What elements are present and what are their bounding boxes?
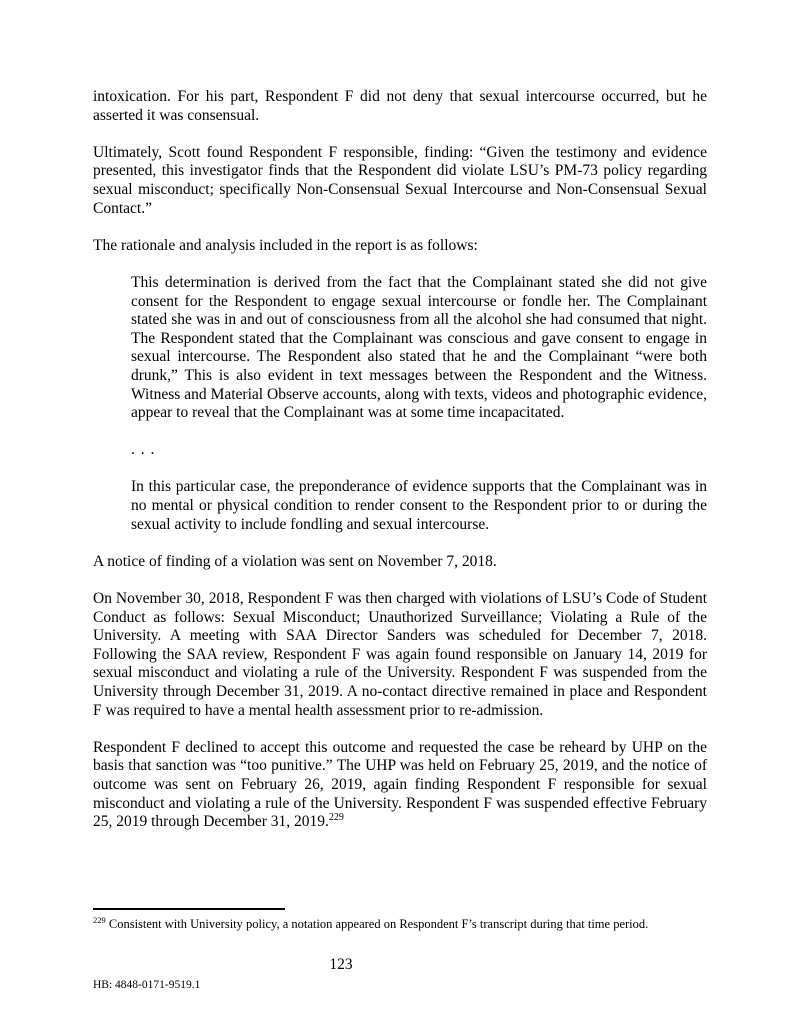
paragraph-appeal-text: Respondent F declined to accept this outcome and requested the case be reheard by UHP on the basis that sanction was “too punitive.” The UHP was held on February 25, 2019, and the notice of outcome was sent on February 26, 2019, again finding Respondent F responsible for sexual misconduct and violating a rule of the University. Respondent F was suspended effective February 25, 2019 through December 31, 2019. <box>93 738 707 831</box>
footnote-area <box>93 908 707 932</box>
footnote-229 <box>93 916 707 932</box>
page-number: 123 <box>329 956 353 973</box>
footnote-separator-rule <box>93 908 285 910</box>
paragraph-rationale-intro: The rationale and analysis included in the report is as follows: <box>93 236 478 254</box>
paragraph-notice-of-finding: A notice of finding of a violation was sent on November 7, 2018. <box>93 552 497 570</box>
blockquote-ellipsis: . . . <box>131 441 156 459</box>
paragraph-appeal <box>93 739 707 832</box>
paragraph-intoxication: intoxication. For his part, Respondent F did not deny that sexual intercourse occurred, but he asserted it was consensual. <box>93 88 707 124</box>
blockquote-preponderance: In this particular case, the preponderance of evidence supports that the Complainant was in no mental or physical condition to render consent to the Respondent prior to or during the sexual activity to include fondling and sexual intercourse. <box>131 478 707 533</box>
document-id-footer: HB: 4848-0171-9519.1 <box>93 979 201 991</box>
page-body <box>93 88 707 832</box>
footnote-229-text: Consistent with University policy, a notation appeared on Respondent F’s transcript during that time period. <box>105 917 649 931</box>
footnote-reference-229: 229 <box>328 812 344 823</box>
paragraph-charges: On November 30, 2018, Respondent F was then charged with violations of LSU’s Code of Student Conduct as follows: Sexual Misconduct; Unauthorized Surveillance; Violating a Rule of the University. A meeting with SAA Director Sanders was scheduled for December 7, 2018. Following the SAA review, Respondent F was again found responsible on January 14, 2019 for sexual misconduct and violating a rule of the University. Respondent F was suspended from the University through December 31, 2019. A no-contact directive remained in place and Respondent F was required to have a mental health assessment prior to re-admission. <box>93 590 707 719</box>
footnote-229-number: 229 <box>93 914 106 925</box>
paragraph-finding: Ultimately, Scott found Respondent F responsible, finding: “Given the testimony and evidence presented, this investigator finds that the Respondent did violate LSU’s PM-73 policy regarding sexual misconduct; specifically Non-Consensual Sexual Intercourse and Non-Consensual Sexual Contact.” <box>93 143 707 217</box>
blockquote-determination: This determination is derived from the fact that the Complainant stated she did not give consent for the Respondent to engage sexual intercourse or fondle her. The Complainant stated she was in and out of consciousness from all the alcohol she had consumed that night. The Respondent stated that the Complainant was conscious and gave consent to engage in sexual intercourse. The Respondent also stated that he and the Complainant “were both drunk,” This is also evident in text messages between the Respondent and the Witness. Witness and Material Observe accounts, along with texts, videos and photographic evidence, appear to reveal that the Complainant was at some time incapacitated. <box>131 273 707 422</box>
